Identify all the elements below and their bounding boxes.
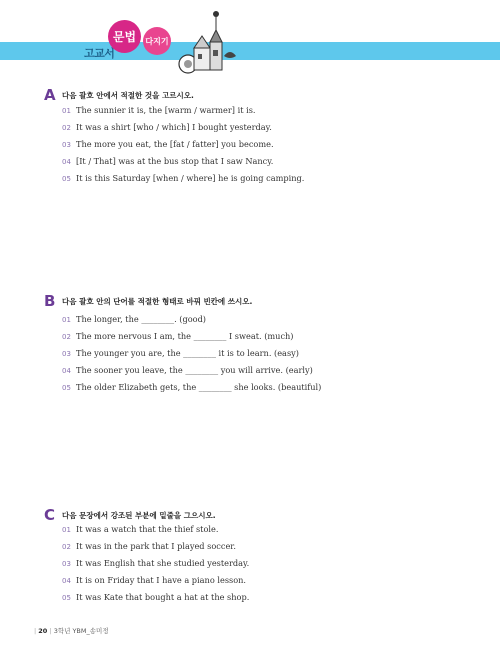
section-c-letter: C bbox=[44, 506, 56, 524]
footer-credit: 3학년 YBM_송미정 bbox=[53, 627, 109, 635]
practice-badge: 다지기 bbox=[143, 27, 171, 55]
list-item: 01 The longer, the ________. (good) bbox=[62, 314, 207, 324]
list-item: 05 It was Kate that bought a hat at the shop. bbox=[62, 592, 250, 602]
section-c-instruction: 다음 문장에서 강조된 부분에 밑줄을 그으시오. bbox=[62, 511, 216, 520]
list-item: 02 It was a shirt [who / which] I bought yesterday. bbox=[62, 122, 272, 132]
list-item: 03 The younger you are, the ________ it is to learn. (easy) bbox=[62, 348, 299, 358]
list-item: 03 The more you eat, the [fat / fatter] you become. bbox=[62, 139, 274, 149]
list-item: 01 The sunnier it is, the [warm / warmer] it is. bbox=[62, 105, 256, 115]
brand-label: 고교서 bbox=[84, 47, 115, 60]
header-band bbox=[0, 42, 500, 60]
section-a-instruction: 다음 괄호 안에서 적절한 것을 고르시오. bbox=[62, 91, 194, 100]
list-item: 05 The older Elizabeth gets, the ________ she looks. (beautiful) bbox=[62, 382, 322, 392]
list-item: 04 [It / That] was at the bus stop that I saw Nancy. bbox=[62, 156, 274, 166]
list-item: 02 It was in the park that I played soccer. bbox=[62, 541, 236, 551]
town-illustration bbox=[172, 6, 242, 76]
list-item: 01 It was a watch that the thief stole. bbox=[62, 524, 219, 534]
list-item: 03 It was English that she studied yesterday. bbox=[62, 558, 250, 568]
section-b-letter: B bbox=[44, 292, 56, 310]
page-footer: | 20 | 3학년 YBM_송미정 bbox=[34, 627, 109, 635]
grammar-badge: 문법 bbox=[108, 20, 141, 53]
list-item: 04 It is on Friday that I have a piano lesson. bbox=[62, 575, 247, 585]
section-a-letter: A bbox=[44, 86, 56, 104]
section-b-instruction: 다음 괄호 안의 단어를 적절한 형태로 바꿔 빈칸에 쓰시오. bbox=[62, 297, 253, 306]
list-item: 02 The more nervous I am, the ________ I sweat. (much) bbox=[62, 331, 294, 341]
page-number: 20 bbox=[38, 627, 48, 635]
list-item: 04 The sooner you leave, the ________ you will arrive. (early) bbox=[62, 365, 313, 375]
list-item: 05 It is this Saturday [when / where] he is going camping. bbox=[62, 173, 305, 183]
